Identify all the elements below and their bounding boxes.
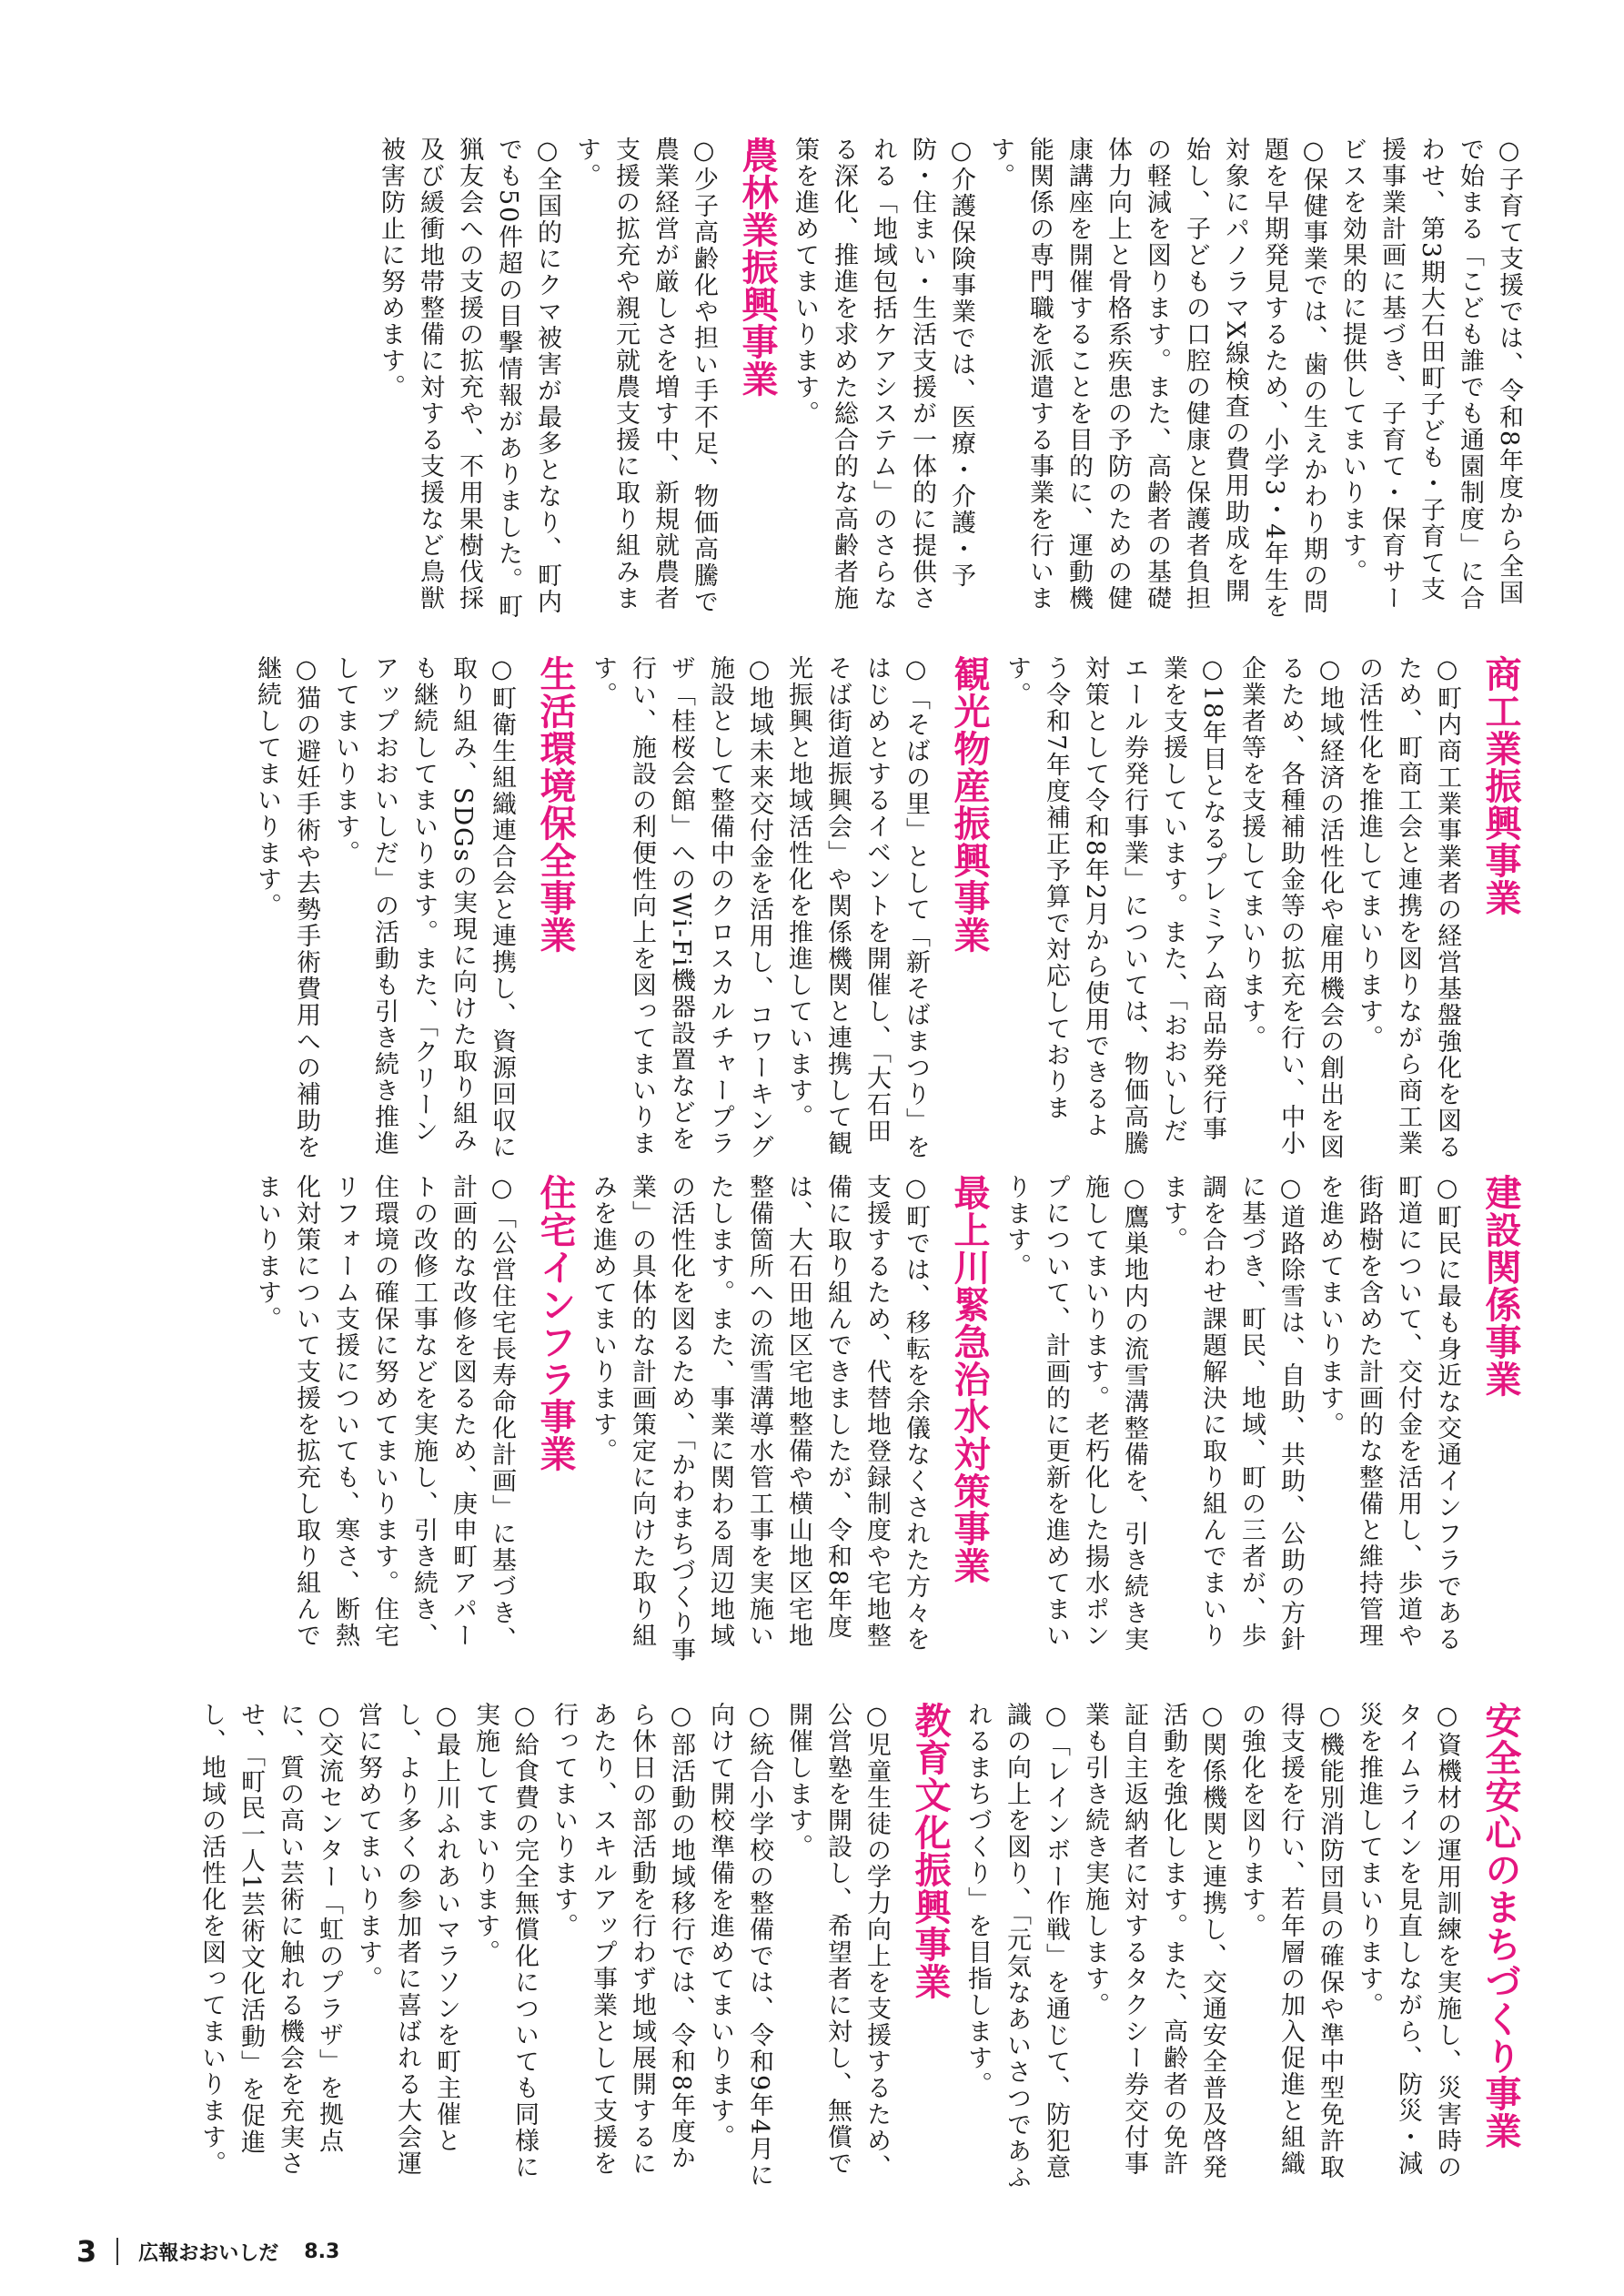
paragraph-new-farmers: ○少子高齢化や担い手不足、物価高騰で農業経営が厳しさを増す中、新規就農者支援の拡充や親元就農支援に取り組みます。 xyxy=(572,137,718,615)
heading-safety: 安全安心のまちづくり事業 xyxy=(1479,1702,1521,2149)
paragraph-flood-control: ○町では、移転を余儀なくされた方々を支援するため、代替地登録制度や宅地整備に取り組んできましたが、令和8年度は、大石田地区宅地整備や横山地区宅地整備箇所への流雪溝導水管工事を実施いたします。また、事業に関わる周辺地域の活性化を図るため、「かわまちづくり事業」の具体的な計画策定に向けた取り組みを進めてまいります。 xyxy=(589,1174,930,1664)
footer-divider xyxy=(116,2238,118,2265)
paragraph-safety-2: ○機能別消防団員の確保や準中型免許取得支援を行い、若年層の加入促進と組織の強化を図ります。 xyxy=(1237,1702,1344,2180)
paragraph-education-5: ○最上川ふれあいマラソンを町主催とし、より多くの参加者に喜ばれる大会運営に努めてまいります。 xyxy=(354,1702,460,2177)
section-childcare-health xyxy=(785,137,1528,628)
heading-housing: 住宅インフラ事業 xyxy=(534,1174,576,1472)
paragraph-education-6: ○交流センター「虹のプラザ」を拠点に、質の高い芸術に触れる機会を充実させ、「町民一人1芸術文化活動」を促進し、地域の活性化を図ってまいります。 xyxy=(197,1702,343,2177)
paragraph-safety-4: ○「レインボー作戦」を通じて、防犯意識の向上を図り、「元気なあいさつであふれるまちづくり」を目指します。 xyxy=(963,1702,1070,2191)
section-environment xyxy=(247,655,583,1165)
paragraph-environment-1: ○町衛生組織連合会と連携し、資源回収に取り組み、SDGsの実現に向けた取り組みも継続してまいります。また、「クリーンアップおおいしだ」の活動も引き続き推進してまいります。 xyxy=(331,655,516,1160)
heading-commerce: 商工業振興事業 xyxy=(1479,655,1521,916)
paragraph-tourism-1: ○「そばの里」として「新そばまつり」をはじめとするイベントを開催し、「大石田そば街道振興会」や関係機関と連携して観光振興と地域活性化を推進しています。 xyxy=(784,655,930,1160)
heading-tourism: 観光物産振興事業 xyxy=(948,655,990,954)
section-housing xyxy=(247,1174,583,1674)
section-agriculture xyxy=(371,137,785,628)
heading-construction: 建設関係事業 xyxy=(1479,1174,1521,1398)
heading-flood-control: 最上川緊急治水対策事業 xyxy=(948,1174,990,1584)
paragraph-education-3: ○部活動の地域移行では、令和8年度から休日の部活動を行わず地域展開するにあたり、スキルアップ事業として支援を行ってまいります。 xyxy=(550,1702,695,2177)
publication-title: 広報おおいしだ xyxy=(138,2241,279,2265)
page-footer xyxy=(76,2234,339,2269)
text-band-1 xyxy=(118,137,1528,646)
heading-environment: 生活環境保全事業 xyxy=(534,655,576,954)
section-education xyxy=(192,1702,958,2193)
paragraph-education-1: ○児童生徒の学力向上を支援するため、公営塾を開設し、希望者に対し、無償で開催します。 xyxy=(784,1702,891,2180)
paragraph-health: ○保健事業では、歯の生えかわり期の問題を早期発見するため、小学3・4年生を対象にパノラマX線検査の費用助成を開始し、子どもの口腔の健康と保護者負担の軽減を図ります。また、高齢者の基礎体力向上と骨格系疾患の予防のための健康講座を開催することを目的に、運動機能関係の専門職を派遣する事業を行います。 xyxy=(986,137,1327,621)
paragraph-commerce-2: ○地域経済の活性化や雇用機会の創出を図るため、各種補助金等の拡充を行い、中小企業者等を支援してまいります。 xyxy=(1237,655,1344,1160)
paragraph-commerce-3: ○18年目となるプレミアム商品券発行事業を支援しています。また、「おおいしだエール券発行事業」については、物価高騰対策として令和8年2月から使用できるよう令和7年度補正予算で対応しております。 xyxy=(1003,655,1226,1157)
page-number: 3 xyxy=(76,2234,97,2269)
paragraph-environment-2: ○猫の避妊手術や去勢手術費用への補助を継続してまいります。 xyxy=(253,655,320,1160)
section-commerce xyxy=(997,655,1528,1165)
paragraph-care-insurance: ○介護保険事業では、医療・介護・予防・住まい・生活支援が一体的に提供される「地域包括ケアシステム」のさらなる深化、推進を求めた総合的な高齢者施策を進めてまいります。 xyxy=(791,137,975,612)
heading-agriculture: 農林業振興事業 xyxy=(736,137,778,398)
paragraph-construction-2: ○道路除雪は、自助、共助、公助の方針に基づき、町民、地域、町の三者が、歩調を合わせ課題解決に取り組んでまいります。 xyxy=(1159,1174,1305,1653)
section-construction xyxy=(997,1174,1528,1674)
paragraph-childcare: ○子育て支援では、令和8年度から全国で始まる「こども誰でも通園制度」に合わせ、第3期大石田町子ども・子育て支援事業計画に基づき、子育て・保育サービスを効果的に提供してまいります。 xyxy=(1338,137,1523,612)
issue-number: 8.3 xyxy=(304,2240,340,2263)
text-band-3 xyxy=(118,1174,1528,1693)
section-tourism xyxy=(583,655,997,1165)
text-band-4 xyxy=(118,1702,1528,2211)
paragraph-safety-3: ○関係機関と連携し、交通安全普及啓発活動を強化します。また、高齢者の免許証自主返納者に対するタクシー券交付事業も引き続き実施します。 xyxy=(1081,1702,1226,2180)
section-safety xyxy=(958,1702,1528,2193)
paragraph-housing: ○「公営住宅長寿命化計画」に基づき、計画的な改修を図るため、庚申町アパートの改修工事などを実施し、引き続き、住環境の確保に努めてまいります。住宅リフォーム支援についても、寒さ、断熱化対策について支援を拡充し取り組んでまいります。 xyxy=(253,1174,516,1653)
paragraph-construction-1: ○町民に最も身近な交通インフラである町道について、交付金を活用し、歩道や街路樹を含めた計画的な整備と維持管理を進めてまいります。 xyxy=(1316,1174,1461,1653)
paragraph-tourism-2: ○地域未来交付金を活用し、コワーキング施設として整備中のクロスカルチャープラザ「桂桜会館」へのWi-Fi機器設置などを行い、施設の利便性向上を図ってまいります。 xyxy=(589,655,773,1160)
paragraph-bear-damage: ○全国的にクマ被害が最多となり、町内でも50件超の目撃情報がありました。町猟友会への支援の拡充や、不用果樹伐採及び緩衝地帯整備に対する支援など鳥獣被害防止に努めます。 xyxy=(377,137,561,621)
section-flood-control xyxy=(583,1174,997,1674)
paragraph-education-2: ○統合小学校の整備では、令和9年4月に向けて開校準備を進めてまいります。 xyxy=(706,1702,773,2190)
paragraph-commerce-1: ○町内商工業事業者の経営基盤強化を図るため、町商工会と連携を図りながら商工業の活性化を推進してまいります。 xyxy=(1355,655,1461,1160)
heading-education: 教育文化振興事業 xyxy=(909,1702,951,2000)
paragraph-education-4: ○給食費の完全無償化についても同様に実施してまいります。 xyxy=(471,1702,539,2180)
paragraph-safety-1: ○資機材の運用訓練を実施し、災害時のタイムラインを見直しながら、防災・減災を推進してまいります。 xyxy=(1355,1702,1461,2180)
text-band-2 xyxy=(118,655,1528,1192)
paragraph-construction-3: ○鷹巣地内の流雪溝整備を、引き続き実施してまいります。老朽化した揚水ポンプについて、計画的に更新を進めてまいります。 xyxy=(1003,1174,1148,1653)
